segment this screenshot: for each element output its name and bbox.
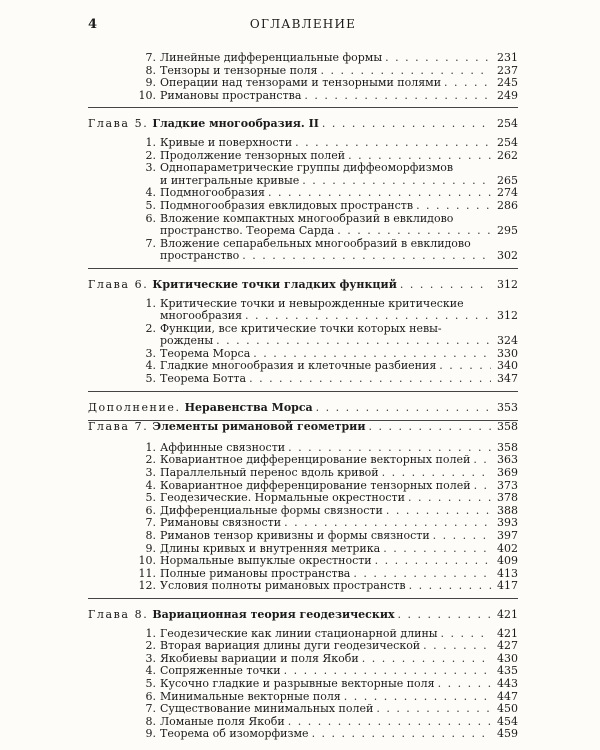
chapter-page-number: 421	[497, 607, 518, 621]
entry-number: 11.	[138, 566, 156, 580]
toc-chapter-line	[88, 118, 518, 131]
entry-number: 5.	[145, 676, 156, 690]
entry-page-number: 231	[497, 51, 518, 64]
toc-chapter-heading	[88, 609, 395, 622]
entry-number: 2.	[145, 639, 156, 653]
dot-leader	[433, 530, 491, 543]
entry-number: 10.	[138, 554, 156, 568]
entry-number: 9.	[145, 727, 156, 741]
toc-entry-heading	[136, 728, 309, 741]
chapter-title: Элементы римановой геометрии	[152, 420, 366, 434]
entry-text-continued: пространство. Теорема Сарда	[160, 224, 335, 238]
entry-page-number: 274	[497, 186, 518, 200]
dot-leader	[288, 716, 491, 729]
entry-page-number: 443	[497, 676, 518, 690]
entry-page-number: 417	[497, 579, 518, 593]
entry-text: Тензоры и тензорные поля	[160, 63, 318, 77]
section-divider	[88, 268, 518, 269]
entry-page-number: 435	[497, 664, 518, 678]
toc-entry	[88, 703, 518, 716]
chapter-prefix: Глава 5.	[88, 117, 149, 131]
dot-leader	[216, 335, 491, 348]
entry-number: 6.	[145, 503, 156, 517]
toc-chapter-line	[88, 421, 518, 434]
entry-text: Параллельный перенос вдоль кривой	[160, 466, 379, 480]
entry-text: Римановы связности	[160, 516, 282, 530]
toc-entry	[88, 213, 518, 238]
toc-chapter-heading	[88, 421, 366, 434]
entry-page-number: 427	[497, 639, 518, 653]
dot-leader	[302, 175, 491, 188]
toc-entry-line	[136, 728, 518, 741]
dot-leader	[386, 505, 491, 518]
entry-number: 3.	[145, 346, 156, 360]
entry-text-continued: пространство	[160, 249, 240, 263]
dot-leader	[304, 90, 491, 103]
toc-entry-line	[136, 162, 518, 175]
entry-number: 8.	[145, 714, 156, 728]
entry-number: 7.	[145, 702, 156, 716]
entry-text: Геодезические. Нормальные окрестности	[160, 491, 405, 505]
toc-chapter-heading	[88, 402, 313, 415]
dot-leader	[400, 279, 491, 292]
toc-chapter-line	[88, 609, 518, 622]
toc-chapter	[88, 609, 518, 622]
entry-number: 1.	[145, 135, 156, 149]
entry-number: 2.	[145, 148, 156, 162]
entry-number: 4.	[145, 664, 156, 678]
section-divider	[88, 391, 518, 392]
toc-chapter	[88, 421, 518, 434]
entry-text: Ломаные поля Якоби	[160, 714, 285, 728]
entry-number: 8.	[145, 63, 156, 77]
entry-page-number: 312	[497, 309, 518, 323]
entry-page-number: 421	[497, 626, 518, 640]
toc-entry	[88, 162, 518, 187]
entry-number: 3.	[145, 161, 156, 175]
table-of-contents	[88, 52, 518, 741]
chapter-title: Вариационная теория геодезических	[152, 607, 395, 621]
entry-page-number: 393	[497, 516, 518, 530]
chapter-page-number: 254	[497, 117, 518, 131]
dot-leader	[383, 543, 491, 556]
entry-page-number: 369	[497, 466, 518, 480]
toc-entry	[88, 580, 518, 593]
toc-entry	[88, 77, 518, 90]
entry-text: Подмногообразия	[160, 186, 265, 200]
entry-number: 10.	[138, 88, 156, 102]
entry-text: Критические точки и невырожденные критические	[160, 296, 464, 310]
entry-text: Длины кривых и внутренняя метрика	[160, 541, 381, 555]
entry-number: 2.	[145, 453, 156, 467]
dot-leader	[312, 728, 491, 741]
entry-text: Риманов тензор кривизны и формы связности	[160, 529, 430, 542]
entry-text-continued: рождены	[160, 334, 214, 348]
page-number: 4	[88, 17, 98, 32]
entry-number: 12.	[138, 579, 156, 593]
toc-entry-heading	[136, 580, 406, 593]
dot-leader	[376, 703, 491, 716]
entry-text: Кусочно гладкие и разрывные векторные поля	[160, 676, 435, 690]
entry-page-number: 286	[497, 198, 518, 212]
entry-text: Якобиевы вариации и поля Якоби	[160, 651, 359, 665]
entry-text-continued: многообразия	[160, 309, 243, 323]
entry-number: 4.	[145, 186, 156, 200]
toc-entry	[88, 323, 518, 348]
entry-text: Подмногообразия евклидовых пространств	[160, 198, 414, 212]
page-title: ОГЛАВЛЕНИЕ	[249, 17, 357, 31]
entry-number: 1.	[145, 440, 156, 454]
entry-page-number: 302	[497, 249, 518, 263]
dot-leader	[249, 373, 491, 386]
entry-number: 3.	[145, 466, 156, 480]
toc-entry	[88, 90, 518, 103]
chapter-prefix: Глава 8.	[88, 607, 149, 621]
entry-text: Продолжение тензорных полей	[160, 148, 346, 162]
entry-number: 5.	[145, 372, 156, 386]
toc-entry-line	[136, 373, 518, 386]
entry-number: 7.	[145, 236, 156, 250]
entry-number: 4.	[145, 478, 156, 492]
entry-text: Вложение сепарабельных многообразий в евклидово	[160, 236, 471, 250]
toc-entry-heading	[136, 373, 246, 386]
entry-number: 1.	[145, 626, 156, 640]
dot-leader	[362, 653, 491, 666]
entry-text: Полные римановы пространства	[160, 566, 351, 580]
toc-entry	[88, 373, 518, 386]
entry-text: Функции, все критические точки которых невы-	[160, 321, 442, 335]
entry-page-number: 358	[497, 440, 518, 454]
toc-chapter-heading	[88, 118, 319, 131]
entry-page-number: 249	[497, 88, 518, 102]
entry-text: Теорема об изоморфизме	[160, 727, 309, 741]
entry-text: Дифференциальные формы связности	[160, 503, 383, 517]
entry-text: Существование минимальных полей	[160, 702, 374, 716]
entry-number: 3.	[145, 651, 156, 665]
entry-number: 1.	[145, 296, 156, 310]
chapter-title: Гладкие многообразия. II	[152, 117, 319, 131]
toc-chapter-line	[88, 279, 518, 292]
entry-number: 2.	[145, 321, 156, 335]
entry-page-number: 295	[497, 224, 518, 238]
entry-page-number: 397	[497, 529, 518, 542]
dot-leader	[439, 360, 491, 373]
entry-page-number: 373	[497, 478, 518, 492]
entry-page-number: 459	[497, 727, 518, 741]
entry-text: Кривые и поверхности	[160, 135, 293, 149]
entry-page-number: 378	[497, 491, 518, 505]
entry-text: Геодезические как линии стационарной длины	[160, 626, 438, 640]
entry-page-number: 450	[497, 702, 518, 716]
entry-text: Операции над тензорами и тензорными полями	[160, 76, 442, 90]
entry-page-number: 340	[497, 359, 518, 373]
toc-entry	[88, 728, 518, 741]
entry-page-number: 447	[497, 689, 518, 703]
dot-leader	[438, 678, 491, 691]
toc-entry-line-continued	[136, 250, 518, 263]
dot-leader	[375, 555, 491, 568]
toc-chapter-line	[88, 402, 518, 415]
chapter-title: Критические точки гладких функций	[152, 277, 397, 291]
entry-number: 7.	[145, 51, 156, 64]
chapter-page-number: 358	[497, 420, 518, 434]
entry-text: Теорема Ботта	[160, 372, 247, 386]
entry-text-continued: и интегральные кривые	[160, 173, 300, 187]
toc-entry-line	[136, 580, 518, 593]
entry-text: Линейные дифференциальные формы	[160, 51, 383, 64]
dot-leader	[409, 580, 491, 593]
toc-chapter	[88, 279, 518, 292]
entry-page-number: 402	[497, 541, 518, 555]
toc-entry-heading	[136, 90, 301, 103]
toc-chapter	[88, 402, 518, 415]
entry-number: 5.	[145, 491, 156, 505]
entry-text: Минимальные векторные поля	[160, 689, 341, 703]
chapter-prefix: Глава 6.	[88, 277, 149, 291]
dot-leader	[441, 628, 491, 641]
entry-text: Гладкие многообразия и клеточные разбиения	[160, 359, 437, 373]
entry-page-number: 409	[497, 554, 518, 568]
entry-page-number: 413	[497, 566, 518, 580]
entry-number: 9.	[145, 76, 156, 90]
toc-chapter	[88, 118, 518, 131]
entry-text: Вложение компактных многообразий в евклидово	[160, 211, 454, 225]
entry-text: Однопараметрические группы диффеоморфизмов	[160, 161, 454, 175]
entry-page-number: 324	[497, 334, 518, 348]
dot-leader	[398, 609, 491, 622]
entry-text: Римановы пространства	[160, 88, 302, 102]
dot-leader	[444, 77, 491, 90]
chapter-prefix: Дополнение.	[88, 400, 181, 414]
entry-page-number: 265	[497, 173, 518, 187]
entry-page-number: 330	[497, 346, 518, 360]
dot-leader	[316, 402, 491, 415]
entry-page-number: 245	[497, 76, 518, 90]
section-divider	[88, 107, 518, 108]
entry-number: 7.	[145, 516, 156, 530]
chapter-page-number: 353	[497, 400, 518, 414]
dot-leader	[385, 52, 491, 65]
entry-page-number: 363	[497, 453, 518, 467]
entry-page-number: 454	[497, 714, 518, 728]
entry-text: Вторая вариация длины дуги геодезической	[160, 639, 421, 653]
entry-page-number: 254	[497, 135, 518, 149]
entry-text: Сопряженные точки	[160, 664, 281, 678]
entry-number: 9.	[145, 541, 156, 555]
entry-page-number: 430	[497, 651, 518, 665]
dot-leader	[473, 454, 491, 467]
dot-leader	[408, 492, 491, 505]
page-header	[88, 17, 518, 37]
entry-number: 5.	[145, 198, 156, 212]
entry-text: Нормальные выпуклые окрестности	[160, 554, 372, 568]
dot-leader	[322, 118, 491, 131]
dot-leader	[423, 640, 491, 653]
toc-entry-line	[136, 90, 518, 103]
toc-chapter-heading	[88, 279, 397, 292]
entry-text: Ковариантное дифференцирование тензорных полей	[160, 478, 471, 492]
dot-leader	[369, 421, 492, 434]
entry-number: 6.	[145, 689, 156, 703]
entry-page-number: 237	[497, 63, 518, 77]
dot-leader	[242, 250, 491, 263]
entry-page-number: 388	[497, 503, 518, 517]
entry-number: 8.	[145, 529, 156, 542]
entry-text: Теорема Морса	[160, 346, 251, 360]
entry-text: Аффинные связности	[160, 440, 286, 454]
entry-page-number: 347	[497, 372, 518, 386]
entry-number: 4.	[145, 359, 156, 373]
entry-page-number: 262	[497, 148, 518, 162]
toc-entry	[88, 298, 518, 323]
chapter-prefix: Глава 7.	[88, 420, 149, 434]
entry-text: Ковариантное дифференцирование векторных полей	[160, 453, 471, 467]
chapter-page-number: 312	[497, 277, 518, 291]
section-divider	[88, 598, 518, 599]
chapter-title: Неравенства Морса	[184, 400, 313, 414]
entry-number: 6.	[145, 211, 156, 225]
toc-entry-heading	[136, 162, 453, 175]
dot-leader	[474, 480, 491, 493]
entry-text: Условия полноты римановых пространств	[160, 579, 406, 593]
toc-entry	[88, 238, 518, 263]
